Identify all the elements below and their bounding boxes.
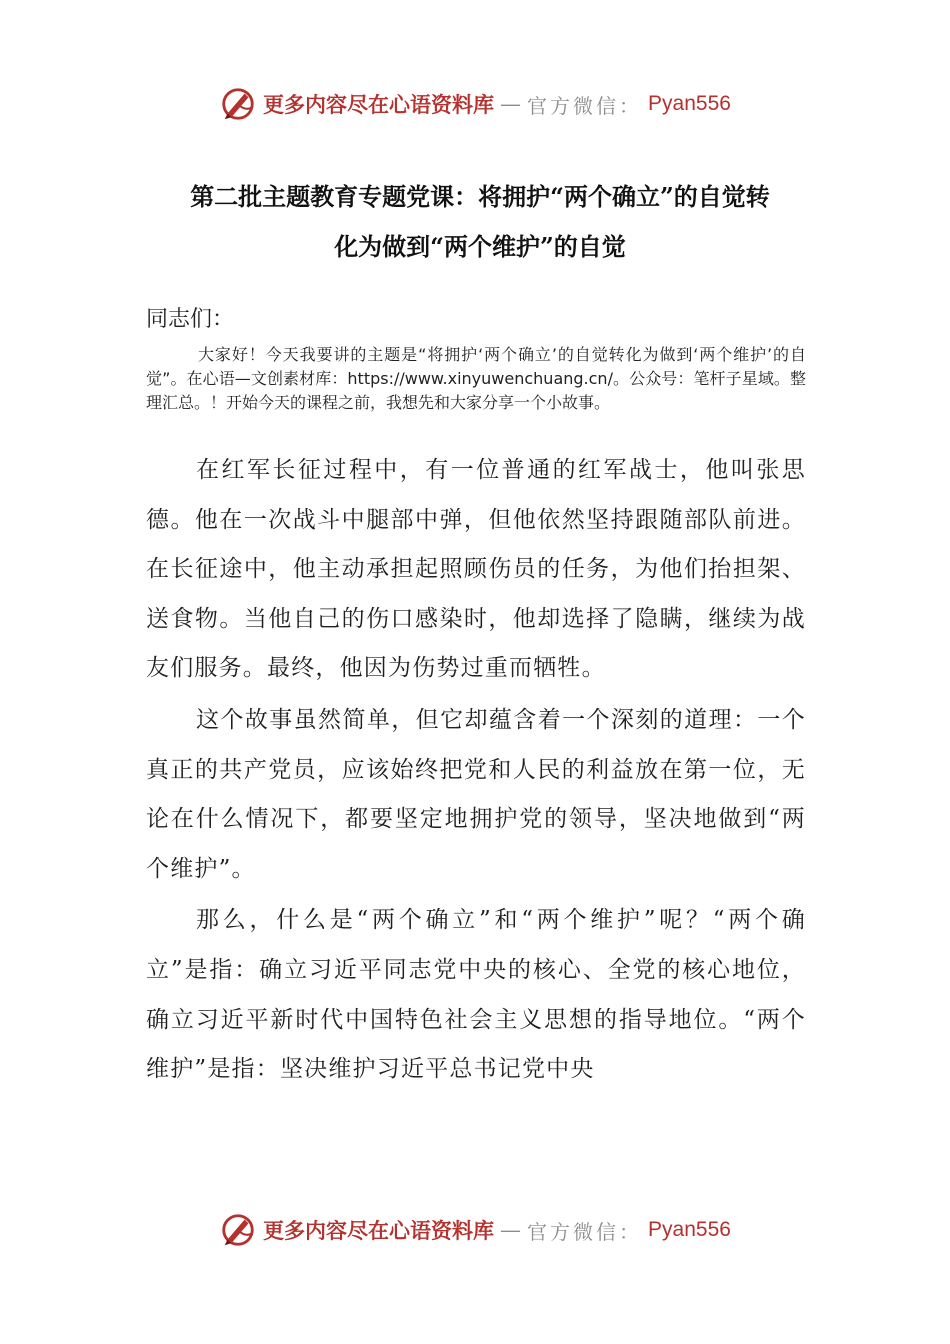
- banner-separator: —: [500, 1218, 522, 1242]
- body-paragraph: 那么，什么是“两个确立”和“两个维护”呢？“两个确立”是指：确立习近平同志党中央的核心、全党的核心地位，确立习近平新时代中国特色社会主义思想的指导地位。“两个维护”是指：坚决维护习近平总书记党中央: [146, 907, 806, 1083]
- document-body: [146, 446, 806, 1097]
- banner-wechat-id: Pyan556: [648, 1218, 731, 1241]
- banner-wechat-id: Pyan556: [648, 92, 731, 115]
- header-banner: [0, 82, 950, 126]
- banner-separator: —: [500, 92, 522, 116]
- intro-paragraph: 大家好！今天我要讲的主题是“将拥护‘两个确立’的自觉转化为做到‘两个维护’的自觉”。在心语—文创素材库：https://www.xinyuwenchuang.cn/。公众号：笔杆子星域。整理汇总。！开始今天的课程之前，我想先和大家分享一个小故事。: [146, 345, 806, 412]
- banner-main-text: 更多内容尽在心语资料库: [263, 92, 495, 117]
- banner-main-text: 更多内容尽在心语资料库: [263, 1218, 495, 1243]
- document-title-line-2: 化为做到“两个维护”的自觉: [334, 232, 626, 261]
- greeting: 同志们：: [146, 307, 235, 332]
- banner-wechat-label: 官方微信：: [527, 93, 643, 118]
- pen-swirl-logo-icon: [219, 1211, 257, 1249]
- banner-wechat-label: 官方微信：: [527, 1219, 643, 1244]
- body-paragraph: 这个故事虽然简单，但它却蕴含着一个深刻的道理：一个真正的共产党员，应该始终把党和人民的利益放在第一位，无论在什么情况下，都要坚定地拥护党的领导，坚决地做到“两个维护”。: [146, 706, 806, 882]
- body-paragraph: 在红军长征过程中，有一位普通的红军战士，他叫张思德。他在一次战斗中腿部中弹，但他依然坚持跟随部队前进。在长征途中，他主动承担起照顾伤员的任务，为他们抬担架、送食物。当他自己的伤口感染时，他却选择了隐瞒，继续为战友们服务。最终，他因为伤势过重而牺牲。: [146, 457, 806, 682]
- pen-swirl-logo-icon: [219, 85, 257, 123]
- footer-banner: [0, 1208, 950, 1252]
- document-title-line-1: 第二批主题教育专题党课：将拥护“两个确立”的自觉转: [190, 182, 770, 211]
